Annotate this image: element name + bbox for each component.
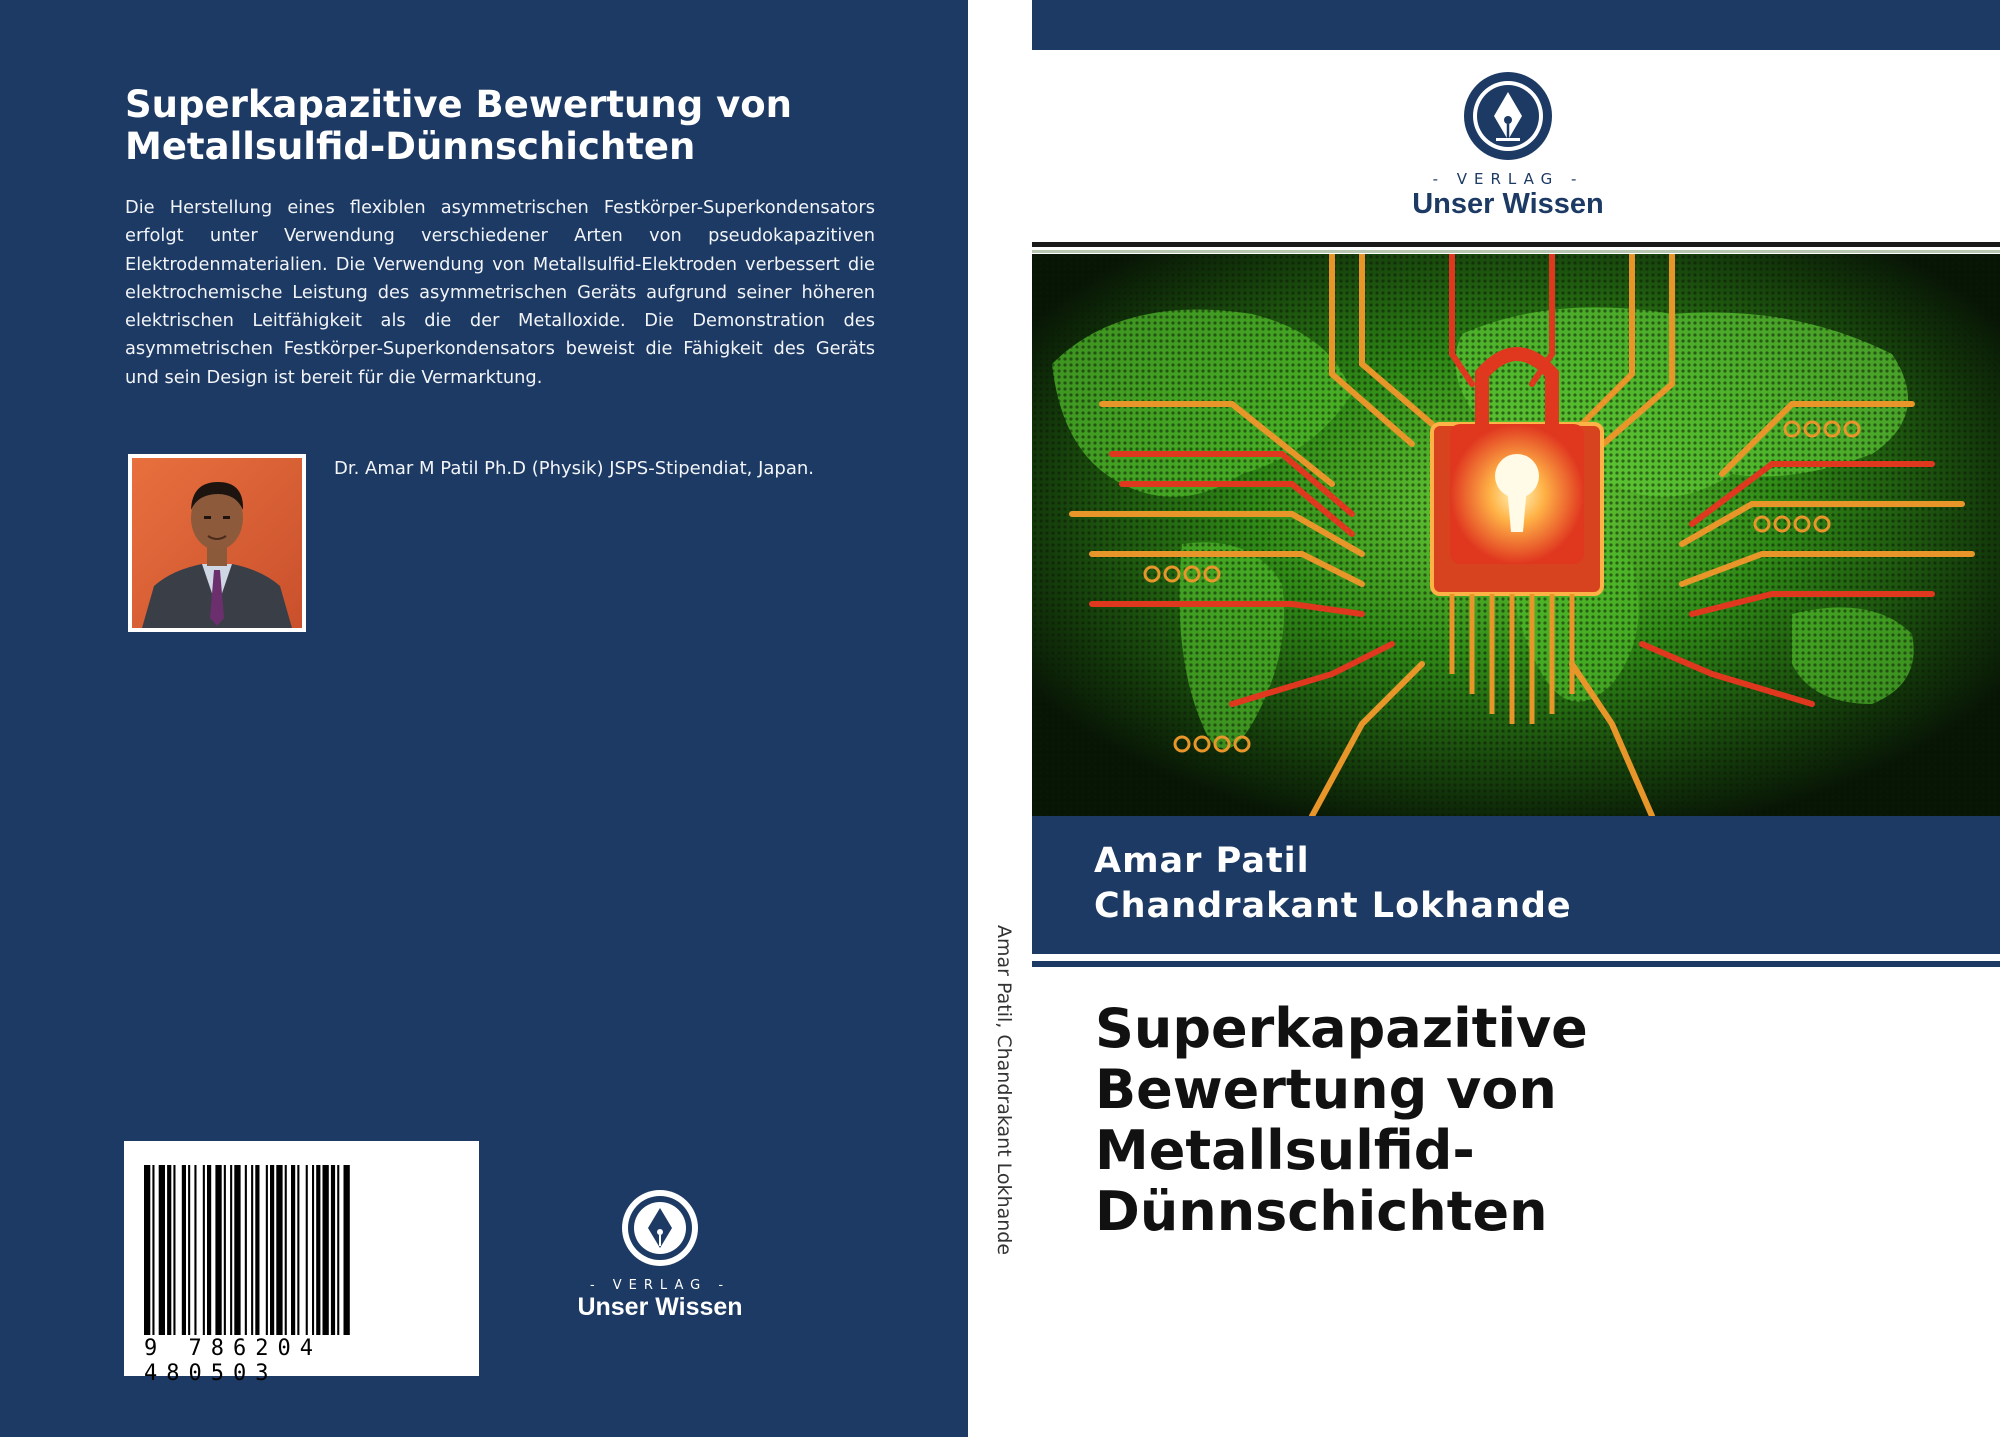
- front-cover-title: Superkapazitive Bewertung von Metallsulfid-Dünnschichten: [1095, 997, 1588, 1243]
- logo-name: Unser Wissen: [577, 1293, 743, 1321]
- back-cover-blurb: Die Herstellung eines flexiblen asymmetrischen Festkörper-Superkondensators erfolgt unter Verwendung verschiedener Arten von pseudokapazitiven Elektrodenmaterialien. Die Verwendung von Metallsulfid-Elektroden verbessert die elektrochemische Leistung des asymmetrischen Geräts aufgrund seiner höheren elektrischen Leitfähigkeit als die der Metalloxide. Die Demonstration des asymmetrischen Festkörper-Superkondensators beweist die Fähigkeit des Geräts und sein Design ist bereit für die Vermarktung.: [125, 197, 875, 388]
- front-rule-navy: [1032, 961, 2000, 967]
- isbn-digits: 9 786204 480503: [144, 1336, 322, 1386]
- logo-name-front: Unser Wissen: [1412, 188, 1604, 220]
- author-photo: [128, 454, 306, 632]
- publisher-logo-front: [1398, 70, 1618, 220]
- front-rule-light: [1032, 250, 2000, 253]
- cover-illustration: [1032, 254, 2000, 816]
- fountain-pen-nib-icon: [620, 1188, 700, 1268]
- author-bio: Dr. Amar M Patil Ph.D (Physik) JSPS-Stipendiat, Japan.: [334, 458, 814, 479]
- fountain-pen-nib-icon: [1462, 70, 1554, 162]
- logo-verlag-front: - VERLAG -: [1432, 170, 1584, 188]
- logo-verlag: - VERLAG -: [589, 1278, 731, 1293]
- author-band: [1032, 816, 2000, 954]
- barcode-bars: [144, 1165, 464, 1340]
- back-cover-title: Superkapazitive Bewertung von Metallsulfid-Dünnschichten: [125, 83, 792, 168]
- author-name-1: Amar Patil: [1094, 841, 1310, 881]
- spine-authors: Amar Patil, Chandrakant Lokhande: [993, 925, 1015, 1256]
- publisher-logo-back: [560, 1188, 760, 1321]
- front-top-bar: [1032, 0, 2000, 50]
- front-rule-dark: [1032, 242, 2000, 247]
- isbn-barcode: [124, 1141, 479, 1386]
- author-name-2: Chandrakant Lokhande: [1094, 886, 1572, 926]
- back-cover: [0, 0, 968, 1437]
